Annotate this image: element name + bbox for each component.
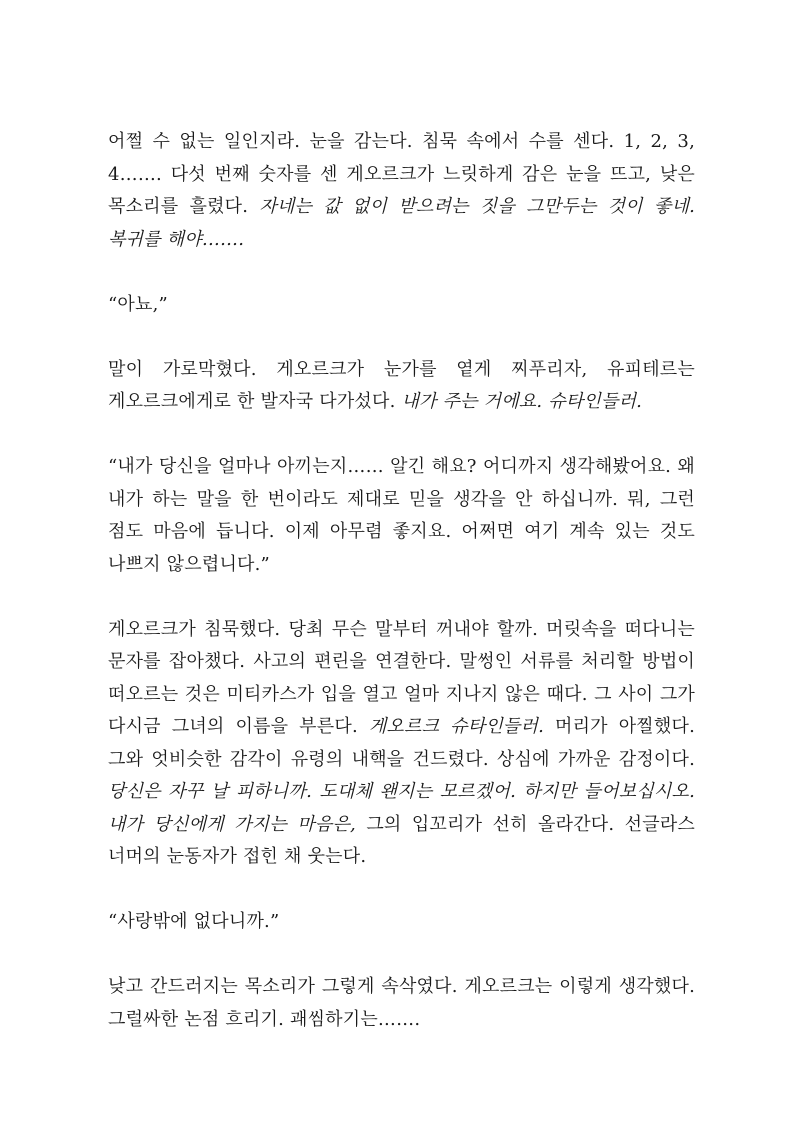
paragraph-2 bbox=[108, 289, 695, 322]
text-segment: 말이 가로막혔다. 게오르크가 눈가를 옅게 찌푸리자, 유피테르는 게오르크에게로 한 발자국 다가섰다. bbox=[108, 358, 695, 412]
italic-text-segment: 내가 주는 거에요. 슈타인들러. bbox=[401, 391, 643, 412]
text-segment: 낮고 간드러지는 목소리가 그렇게 속삭였다. 게오르크는 이렇게 생각했다. 그럴싸한 논점 흐리기. 괘씸하기는……. bbox=[108, 976, 695, 1030]
dialogue-text: “내가 당신을 얼마나 아끼는지…… 알긴 해요? 어디까지 생각해봤어요. 왜 내가 하는 말을 한 번이라도 제대로 믿을 생각을 안 하십니까. 뭐, 그런 점도 마음에 듭니다. 이제 아무렴 좋지요. 어쩌면 여기 계속 있는 것도 나쁘지 않으렵니다.” bbox=[108, 456, 695, 575]
paragraph-3 bbox=[108, 354, 695, 419]
document-page bbox=[108, 126, 695, 1069]
dialogue-text: “아뇨,” bbox=[108, 293, 168, 315]
text-segment: 어쩔 수 없는 일인지라. 눈을 감는다. 침묵 속에서 수를 센다. 1, 2, 3, 4……. 다섯 번째 숫자를 센 게오르크가 느릿하게 감은 눈을 뜨고, 낮은 목소리를 흘렸다. bbox=[108, 131, 695, 217]
italic-text-segment: 당신은 자꾸 날 피하니까. 도대체 왠지는 모르겠어. 하지만 들어보십시오. 내가 당신에게 가지는 마음은, bbox=[108, 781, 695, 835]
italic-text-segment: 게오르크 슈타인들러. bbox=[368, 716, 545, 737]
italic-text-segment: 자네는 값 없이 받으려는 짓을 그만두는 것이 좋네. 복귀를 해야……. bbox=[108, 196, 695, 250]
dialogue-text: “사랑밖에 없다니까.” bbox=[108, 911, 280, 932]
text-segment: 그의 입꼬리가 선히 올라간다. 선글라스 너머의 눈동자가 접힌 채 웃는다. bbox=[108, 813, 695, 867]
paragraph-1 bbox=[108, 126, 695, 256]
paragraph-7 bbox=[108, 971, 695, 1036]
text-segment: 머리가 아찔했다. 그와 엇비슷한 감각이 유령의 내핵을 건드렸다. 상심에 가까운 감정이다. bbox=[108, 716, 695, 770]
paragraph-5 bbox=[108, 614, 695, 874]
paragraph-6 bbox=[108, 906, 695, 939]
text-segment: 게오르크가 침묵했다. 당최 무슨 말부터 꺼내야 할까. 머릿속을 떠다니는 문자를 잡아챘다. 사고의 편린을 연결한다. 말썽인 서류를 처리할 방법이 떠오르는 것은 미티카스가 입을 열고 얼마 지나지 않은 때다. 그 사이 그가 다시금 그녀의 이름을 부른다. bbox=[108, 618, 695, 737]
paragraph-4 bbox=[108, 451, 695, 581]
